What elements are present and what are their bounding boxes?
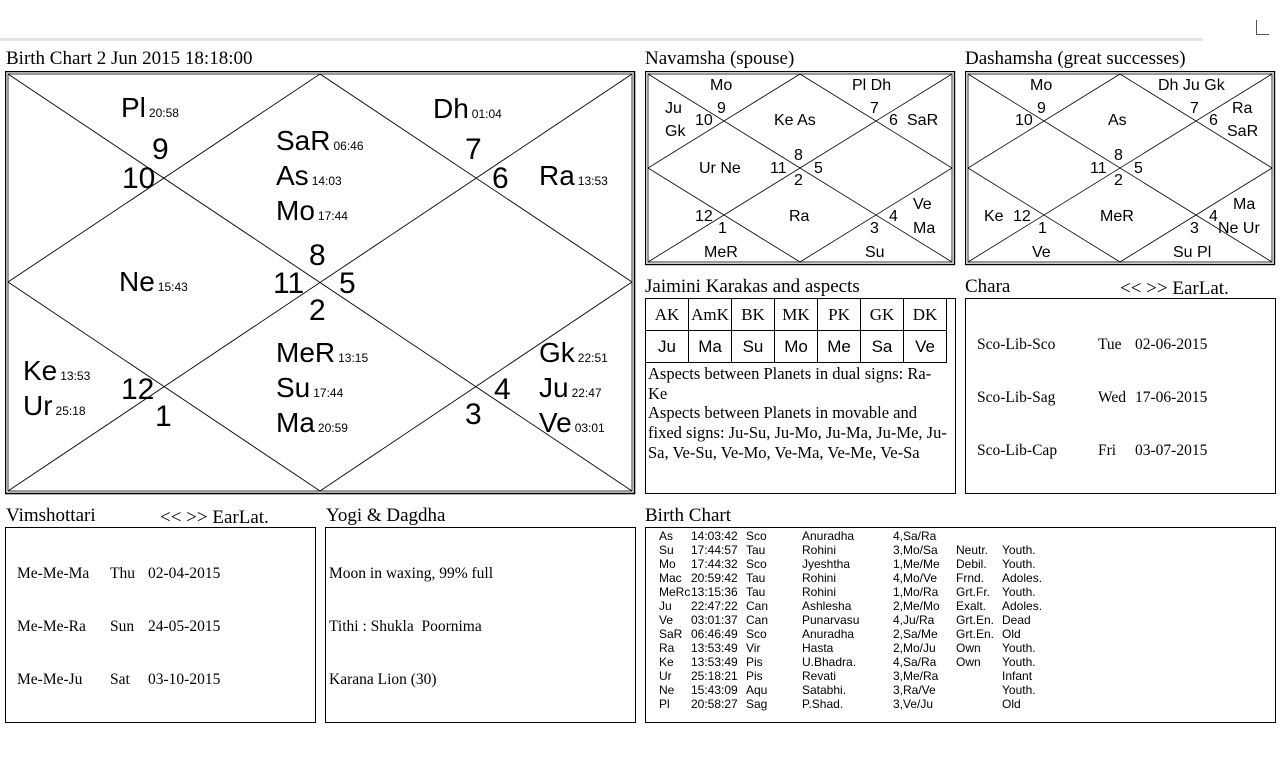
dash-num-8: 3 bbox=[1190, 220, 1199, 237]
house-number-6: 1 bbox=[155, 400, 172, 433]
dash-num-11: 6 bbox=[1209, 112, 1218, 129]
table-row[interactable]: SaR 06:46:49 Sco Anuradha 2,Sa/Me Grt.En. Old bbox=[659, 627, 1021, 641]
table-row[interactable]: Pl 20:58:27 Sag P.Shad. 3,Ve/Ju Old bbox=[659, 697, 1021, 711]
planet-ur: Ur 25:18 bbox=[23, 390, 86, 421]
nav-num-8: 3 bbox=[870, 220, 879, 237]
karaka-header: AK bbox=[646, 299, 689, 331]
table-row[interactable]: Su 17:44:57 Tau Rohini 3,Mo/Sa Neutr. Youth. bbox=[659, 543, 1036, 557]
table-row[interactable]: Mac 20:59:42 Tau Rohini 4,Mo/Ve Frnd. Adoles. bbox=[659, 571, 1043, 585]
table-row[interactable]: Ur 25:18:21 Pis Revati 3,Me/Ra Infant bbox=[659, 669, 1033, 683]
planet-pl: Pl 20:58 bbox=[121, 92, 179, 123]
table-row[interactable]: Ra 13:53:49 Vir Hasta 2,Mo/Ju Own Youth. bbox=[659, 641, 1036, 655]
dash-num-2: 9 bbox=[1037, 100, 1046, 117]
karaka-header: DK bbox=[904, 299, 947, 331]
table-row[interactable]: Mo 17:44:32 Sco Jyeshtha 1,Me/Me Debil. Youth. bbox=[659, 557, 1036, 571]
house-number-4: 11 bbox=[273, 267, 305, 300]
karaka-header: GK bbox=[861, 299, 904, 331]
chara-title: Chara bbox=[965, 276, 1011, 297]
table-row[interactable]: As 14:03:42 Sco Anuradha 4,Sa/Ra bbox=[659, 529, 937, 543]
house-number-5: 12 bbox=[121, 373, 155, 406]
dash-right-bottom-b: Ne Ur bbox=[1218, 220, 1260, 237]
list-item[interactable]: Sco-Lib-Sag Wed 17-06-2015 bbox=[977, 388, 1208, 406]
planet-as: As 14:03 bbox=[276, 160, 342, 191]
list-item[interactable]: Sco-Lib-Sco Tue 02-06-2015 bbox=[977, 335, 1208, 353]
dash-num-5: 12 bbox=[1013, 208, 1031, 225]
planet-sar: SaR 06:46 bbox=[276, 125, 364, 156]
vimshottari-title: Vimshottari bbox=[6, 505, 96, 526]
planet-ju: Ju 22:47 bbox=[539, 372, 602, 403]
karaka-header: BK bbox=[732, 299, 775, 331]
karaka-header: AmK bbox=[689, 299, 732, 331]
karaka-value: Su bbox=[732, 331, 775, 363]
nav-right-bottom-a: Ve bbox=[913, 196, 932, 213]
karaka-header: MK bbox=[775, 299, 818, 331]
navamsha-chart bbox=[645, 71, 956, 266]
dash-bottom-right: Su Pl bbox=[1173, 244, 1212, 261]
nav-right-top: SaR bbox=[907, 112, 939, 129]
dash-top: Mo bbox=[1030, 77, 1053, 94]
house-number-2: 9 bbox=[152, 133, 169, 166]
aspects-movable: Aspects between Planets in movable and fixed signs: Ju-Su, Ju-Mo, Ju-Ma, Ju-Me, Ju-Sa, Ve-Su, Ve-Mo, Ve-Ma, Ve-Me, Ve-Sa bbox=[648, 403, 947, 462]
dash-num-12: 7 bbox=[1190, 100, 1199, 117]
main-chart-title: Birth Chart 2 Jun 2015 18:18:00 bbox=[6, 48, 253, 69]
nav-num-5: 12 bbox=[695, 208, 713, 225]
nav-top-right: Pl Dh bbox=[852, 77, 892, 94]
nav-left-mid: Ur Ne bbox=[699, 160, 741, 177]
vimshottari-nav[interactable]: << >> EarLat. bbox=[160, 507, 269, 528]
yogi-title: Yogi & Dagdha bbox=[326, 505, 446, 526]
house-number-1: 8 bbox=[309, 239, 326, 272]
nav-num-11: 6 bbox=[889, 112, 898, 129]
vimshottari-list bbox=[5, 527, 316, 723]
navamsha-title: Navamsha (spouse) bbox=[645, 48, 795, 69]
nav-center-top: Ke As bbox=[774, 112, 816, 129]
dash-bottom-left: Ve bbox=[1032, 244, 1051, 261]
karaka-value: Ve bbox=[904, 331, 947, 363]
list-item[interactable]: Me-Me-Ju Sat 03-10-2015 bbox=[17, 671, 221, 689]
table-row[interactable]: MeRc 13:15:36 Tau Rohini 1,Mo/Ra Grt.Fr. Youth. bbox=[659, 585, 1036, 599]
planet-ke: Ke 13:53 bbox=[23, 355, 91, 386]
nav-top: Mo bbox=[710, 77, 733, 94]
house-number-11: 6 bbox=[492, 162, 509, 195]
planet-ma: Ma 20:59 bbox=[276, 407, 348, 438]
nav-num-9: 4 bbox=[889, 208, 898, 225]
dash-num-7: 2 bbox=[1114, 172, 1123, 189]
main-chart bbox=[5, 71, 636, 495]
dash-right-bottom-a: Ma bbox=[1233, 196, 1256, 213]
planet-ne: Ne 15:43 bbox=[119, 266, 188, 297]
house-number-7: 2 bbox=[309, 294, 326, 327]
karaka-value: Me bbox=[818, 331, 861, 363]
birth-table bbox=[645, 527, 1276, 723]
nav-num-12: 7 bbox=[870, 100, 879, 117]
house-number-9: 4 bbox=[494, 373, 511, 406]
planet-ve: Ve 03:01 bbox=[539, 407, 605, 438]
nav-num-1: 8 bbox=[794, 147, 803, 164]
table-row[interactable]: Ne 15:43:09 Aqu Satabhi. 3,Ra/Ve Youth. bbox=[659, 683, 1036, 697]
nav-num-7: 2 bbox=[794, 172, 803, 189]
nav-num-6: 1 bbox=[718, 220, 727, 237]
house-number-8: 3 bbox=[465, 398, 482, 431]
house-number-12: 7 bbox=[465, 133, 482, 166]
yogi-panel bbox=[325, 527, 636, 723]
nav-bottom-right: Su bbox=[865, 244, 885, 261]
karaka-value: Ma bbox=[689, 331, 732, 363]
karaka-table bbox=[645, 298, 947, 363]
dash-top-right: Dh Ju Gk bbox=[1158, 77, 1225, 94]
karaka-value: Mo bbox=[775, 331, 818, 363]
yogi-line: Tithi : Shukla Poornima bbox=[329, 617, 482, 635]
planet-dh: Dh 01:04 bbox=[433, 93, 502, 124]
dash-center-top: As bbox=[1108, 112, 1127, 129]
table-row[interactable]: Ke 13:53:49 Pis U.Bhadra. 4,Sa/Ra Own Youth. bbox=[659, 655, 1036, 669]
nav-bottom-left: MeR bbox=[704, 244, 738, 261]
dashamsha-chart bbox=[965, 71, 1276, 266]
dash-num-1: 8 bbox=[1114, 147, 1123, 164]
dash-num-3: 10 bbox=[1015, 112, 1033, 129]
karaka-header: PK bbox=[818, 299, 861, 331]
dash-center-bottom: MeR bbox=[1100, 208, 1134, 225]
nav-left-a: Ju bbox=[665, 100, 682, 117]
dash-num-4: 11 bbox=[1090, 160, 1107, 177]
yogi-line: Moon in waxing, 99% full bbox=[329, 564, 494, 582]
dash-right-top-a: Ra bbox=[1232, 100, 1253, 117]
planet-su: Su 17:44 bbox=[276, 372, 344, 403]
nav-left-b: Gk bbox=[665, 123, 686, 140]
planet-gk: Gk 22:51 bbox=[539, 337, 608, 368]
nav-num-4: 11 bbox=[770, 160, 787, 177]
list-item[interactable]: Me-Me-Ra Sun 24-05-2015 bbox=[17, 617, 221, 635]
nav-center-bottom: Ra bbox=[789, 208, 810, 225]
chara-nav[interactable]: << >> EarLat. bbox=[1120, 278, 1229, 299]
window-corner-icon[interactable] bbox=[1256, 20, 1269, 35]
table-row[interactable]: Ju 22:47:22 Can Ashlesha 2,Me/Mo Exalt. Adoles. bbox=[659, 599, 1043, 613]
dash-left-bottom: Ke bbox=[984, 208, 1004, 225]
table-row[interactable]: Ve 03:01:37 Can Punarvasu 4,Ju/Ra Grt.En. Dead bbox=[659, 613, 1031, 627]
dash-num-9: 4 bbox=[1209, 208, 1218, 225]
planet-mer: MeR 13:15 bbox=[276, 337, 369, 368]
nav-right-bottom-b: Ma bbox=[913, 220, 936, 237]
planet-ra: Ra 13:53 bbox=[539, 160, 608, 191]
aspects-dual: Aspects between Planets in dual signs: Ra-Ke bbox=[648, 364, 932, 403]
dashamsha-title: Dashamsha (great successes) bbox=[965, 48, 1186, 69]
house-number-10: 5 bbox=[339, 267, 356, 300]
birth-table-title: Birth Chart bbox=[645, 505, 732, 526]
dash-right-top-b: SaR bbox=[1227, 123, 1259, 140]
karaka-value: Sa bbox=[861, 331, 904, 363]
top-bar bbox=[0, 0, 1203, 41]
dash-num-10: 5 bbox=[1134, 160, 1143, 177]
nav-num-10: 5 bbox=[814, 160, 823, 177]
list-item[interactable]: Sco-Lib-Cap Fri 03-07-2015 bbox=[977, 442, 1208, 460]
dash-num-6: 1 bbox=[1038, 220, 1047, 237]
list-item[interactable]: Me-Me-Ma Thu 02-04-2015 bbox=[17, 564, 221, 582]
house-number-3: 10 bbox=[122, 162, 156, 195]
nav-num-2: 9 bbox=[717, 100, 726, 117]
jaimini-title: Jaimini Karakas and aspects bbox=[645, 276, 860, 297]
karaka-value: Ju bbox=[646, 331, 689, 363]
planet-mo: Mo 17:44 bbox=[276, 195, 348, 226]
yogi-line: Karana Lion (30) bbox=[329, 671, 437, 689]
nav-num-3: 10 bbox=[695, 112, 713, 129]
chara-list bbox=[965, 298, 1276, 494]
